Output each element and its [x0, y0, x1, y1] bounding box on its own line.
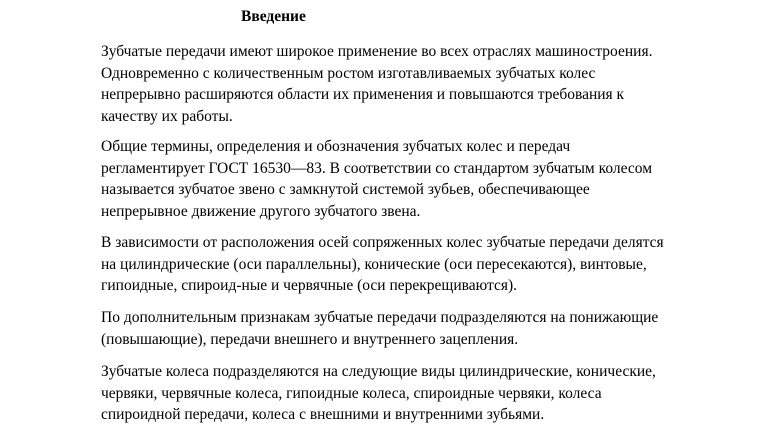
paragraph-line: Одновременно с количественным ростом изготавливаемых зубчатых колес	[101, 64, 596, 82]
paragraph-line: качеству их работы.	[101, 107, 233, 125]
paragraph-1	[101, 41, 751, 127]
paragraph-line: регламентирует ГОСТ 16530—83. В соответствии со стандартом зубчатым колесом	[101, 159, 653, 177]
paragraph-2	[101, 136, 751, 222]
paragraph-3	[101, 232, 751, 297]
paragraph-5	[101, 361, 751, 426]
paragraph-line: называется зубчатое звено с замкнутой системой зубьев, обеспечивающее	[101, 181, 590, 198]
paragraph-line: В зависимости от расположения осей сопряженных колес зубчатые передачи делятся	[101, 234, 664, 251]
paragraph-line: гипоидные, спироид-ные и червячные (оси перекрещиваются).	[101, 277, 518, 294]
paragraph-line: на цилиндрические (оси параллельны), конические (оси пересекаются), винтовые,	[101, 255, 647, 273]
paragraph-4	[101, 307, 751, 350]
paragraph-line: Зубчатые колеса подразделяются на следующие виды цилиндрические, конические,	[101, 363, 656, 380]
paragraph-line: По дополнительным признакам зубчатые передачи подразделяются на понижающие	[101, 309, 659, 326]
paragraph-line: спироидной передачи, колеса с внешними и внутренними зубьями.	[101, 406, 545, 423]
paragraph-line: непрерывное движение другого зубчатого звена.	[101, 202, 421, 220]
document-heading: Введение	[241, 8, 306, 25]
paragraph-line: червяки, червячные колеса, гипоидные колеса, спироидные червяки, колеса	[101, 384, 602, 402]
paragraph-line: непрерывно расширяются области их применения и повышаются требования к	[101, 86, 625, 103]
paragraph-line: (повышающие), передачи внешнего и внутреннего зацепления.	[101, 330, 519, 348]
paragraph-line: Общие термины, определения и обозначения зубчатых колес и передач	[101, 138, 571, 155]
paragraph-line: Зубчатые передачи имеют широкое применение во всех отраслях машиностроения.	[101, 43, 653, 60]
